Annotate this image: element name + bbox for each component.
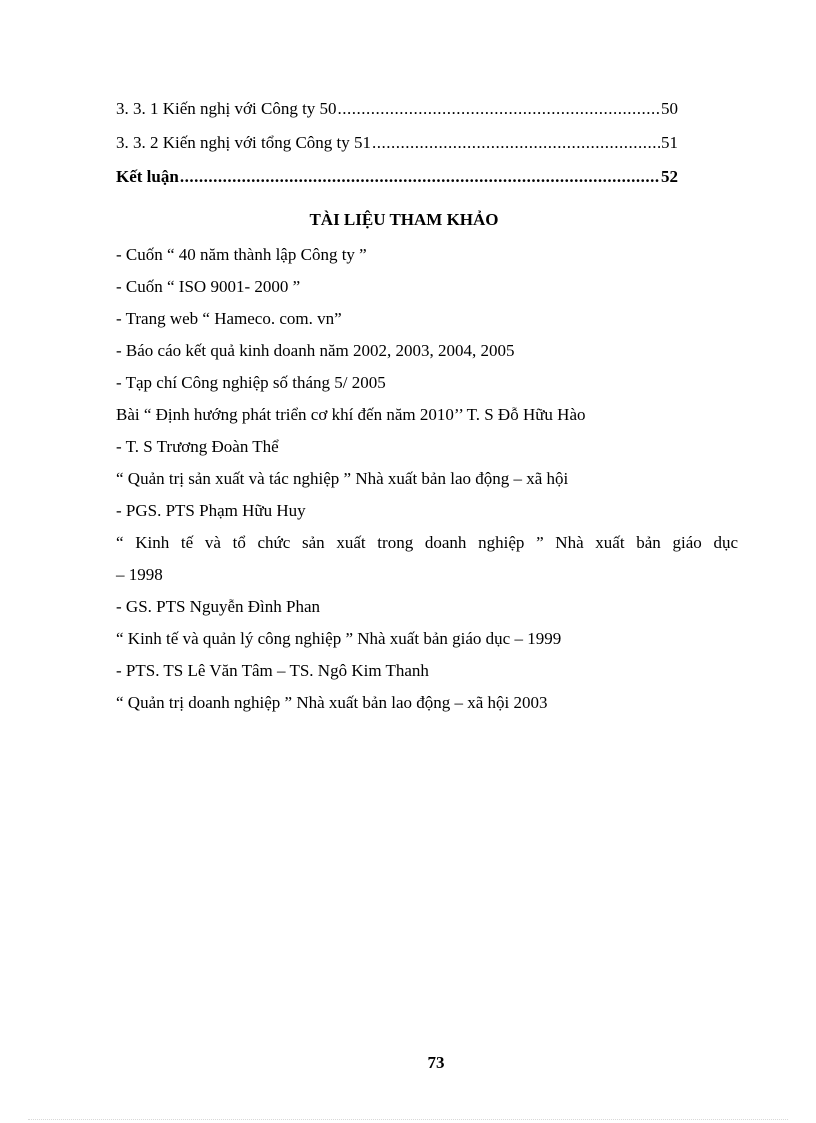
toc-dot-leader — [180, 160, 660, 194]
reference-line: - Cuốn “ ISO 9001- 2000 ” — [116, 277, 301, 296]
reference-line: - T. S Trương Đoàn Thể — [116, 437, 279, 456]
toc-entry-page: 51 — [661, 133, 678, 152]
references-list — [116, 239, 738, 719]
reference-line: - PTS. TS Lê Văn Tâm – TS. Ngô Kim Thanh — [116, 661, 429, 680]
toc-entry-3-3-1 — [116, 92, 678, 126]
reference-line: Bài “ Định hướng phát triển cơ khí đến năm 2010’’ T. S Đỗ Hữu Hào — [116, 405, 586, 424]
toc-entry-title: 3. 3. 2 Kiến nghị với tổng Công ty 51 — [116, 133, 372, 152]
reference-line: - Báo cáo kết quả kinh doanh năm 2002, 2003, 2004, 2005 — [116, 341, 515, 360]
page-content — [116, 92, 738, 719]
reference-line: - Cuốn “ 40 năm thành lập Công ty ” — [116, 245, 367, 264]
toc-entry-page: 50 — [661, 99, 678, 118]
references-heading: TÀI LIỆU THAM KHẢO — [309, 210, 499, 229]
reference-line: – 1998 — [116, 565, 163, 584]
reference-line: “ Quản trị doanh nghiệp ” Nhà xuất bản lao động – xã hội 2003 — [116, 693, 548, 712]
reference-line: “ Quản trị sản xuất và tác nghiệp ” Nhà xuất bản lao động – xã hội — [116, 469, 569, 488]
toc-dot-leader — [372, 126, 660, 160]
reference-line: - Trang web “ Hameco. com. vn” — [116, 309, 342, 328]
reference-line: - GS. PTS Nguyễn Đình Phan — [116, 597, 321, 616]
reference-line: - PGS. PTS Phạm Hữu Huy — [116, 501, 306, 520]
toc-entry-3-3-2 — [116, 126, 678, 160]
page-bottom-divider — [28, 1119, 788, 1120]
reference-line: “ Kinh tế và tổ chức sản xuất trong doanh nghiệp ” Nhà xuất bản giáo dục — [116, 533, 738, 552]
toc-dot-leader — [338, 92, 660, 126]
toc-entry-title: Kết luận — [116, 167, 179, 186]
page-number: 73 — [427, 1053, 445, 1072]
reference-line: “ Kinh tế và quản lý công nghiệp ” Nhà xuất bản giáo dục – 1999 — [116, 629, 562, 648]
reference-line: - Tạp chí Công nghiệp số tháng 5/ 2005 — [116, 373, 386, 392]
toc-entry-page: 52 — [661, 167, 678, 186]
toc-entry-title: 3. 3. 1 Kiến nghị với Công ty 50 — [116, 99, 337, 118]
toc-entry-ket-luan — [116, 160, 678, 194]
